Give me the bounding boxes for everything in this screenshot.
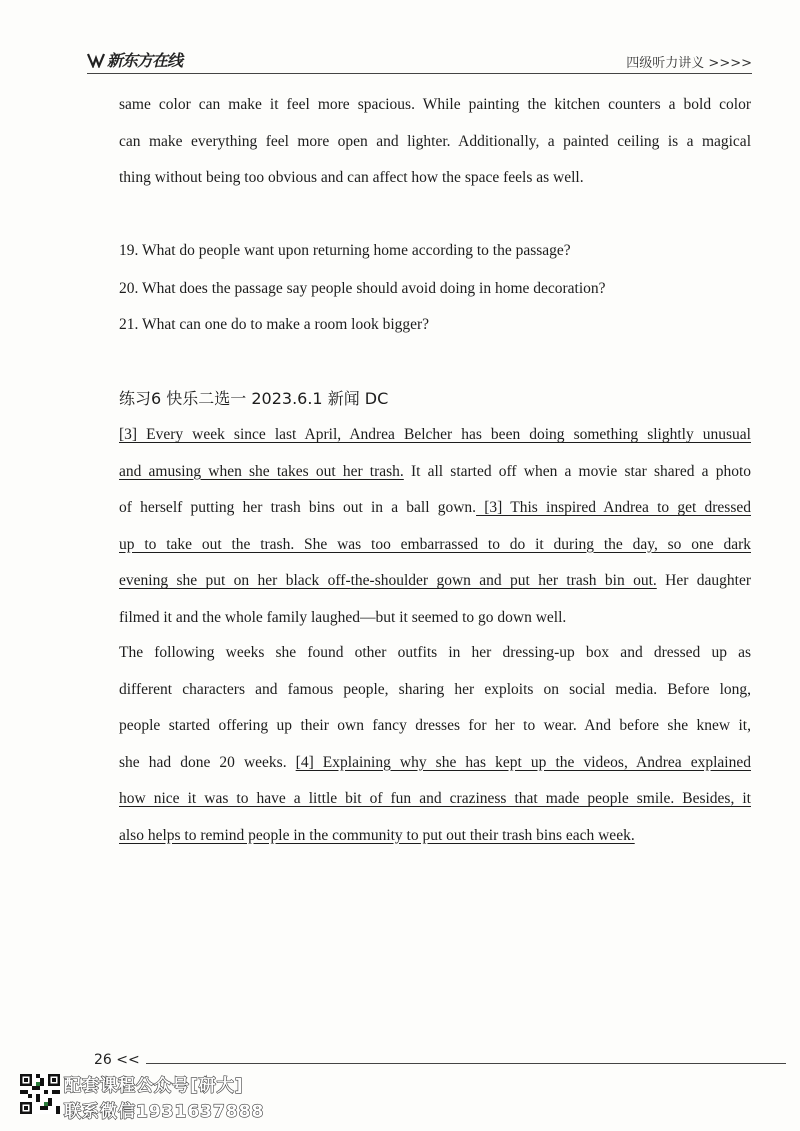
underlined-answer: [4] Explaining why she has kept up the videos, Andrea explained — [295, 753, 751, 771]
text-segment: she had done 20 weeks. — [119, 753, 296, 771]
logo — [87, 48, 182, 71]
header-title: 四级听力讲义 >>>> — [626, 56, 752, 71]
intro-paragraph — [119, 87, 751, 197]
header-divider — [87, 73, 752, 74]
text-line: filmed it and the whole family laughed—but it seemed to go down well. — [119, 608, 567, 626]
text-line: up to take out the trash. She was too embarrassed to do it during the day, so one dark — [119, 535, 751, 553]
section-title: 练习6 快乐二选一 2023.6.1 新闻 DC — [119, 389, 389, 408]
passage-paragraph-1 — [119, 417, 751, 636]
text-line: also helps to remind people in the community to put out their trash bins each week. — [119, 826, 635, 844]
footer-divider — [146, 1063, 786, 1064]
question-19: 19. What do people want upon returning home according to the passage? — [119, 242, 571, 259]
page-number: 26 << — [94, 1052, 140, 1068]
question-20: 20. What does the passage say people should avoid doing in home decoration? — [119, 280, 606, 297]
text-line: people started offering up their own fancy dresses for her to wear. And before she knew it, — [119, 717, 751, 734]
text-line: can make everything feel more open and lighter. Additionally, a painted ceiling is a magical — [119, 132, 751, 150]
underlined-answer: evening she put on her black off-the-shoulder gown and put her trash bin out. — [119, 572, 657, 589]
page-header — [87, 46, 752, 76]
text-line: thing without being too obvious and can affect how the space feels as well. — [119, 169, 584, 186]
passage-paragraph-2 — [119, 635, 751, 854]
qr-code-icon — [20, 1074, 60, 1114]
page-footer — [94, 1050, 786, 1070]
text-line: The following weeks she found other outfits in her dressing-up box and dressed up as — [119, 644, 751, 661]
text-segment: of herself putting her trash bins out in a ball gown. — [119, 499, 477, 516]
watermark-contact-line: 联系微信1931637888 — [64, 1102, 265, 1122]
logo-text: 新东方在线 — [107, 51, 183, 70]
text-line — [119, 745, 751, 782]
logo-mark-icon — [87, 52, 105, 68]
text-segment: Her daughter — [656, 572, 751, 589]
text-line — [119, 563, 751, 600]
underlined-answer: and amusing when she takes out her trash. — [119, 462, 404, 480]
text-line: [3] Every week since last April, Andrea Belcher has been doing something slightly unusual — [119, 426, 751, 443]
watermark-promo-line: 配套课程公众号[研大] — [64, 1076, 244, 1096]
text-line — [119, 454, 751, 491]
underlined-answer: [3] This inspired Andrea to get dressed — [476, 499, 751, 516]
text-line: same color can make it feel more spacious. While painting the kitchen counters a bold color — [119, 96, 751, 113]
text-line — [119, 490, 751, 527]
text-line: how nice it was to have a little bit of fun and craziness that made people smile. Besides, it — [119, 790, 751, 807]
text-segment: It all started off when a movie star shared a photo — [403, 462, 751, 480]
question-21: 21. What can one do to make a room look bigger? — [119, 316, 430, 333]
text-line: different characters and famous people, sharing her exploits on social media. Before long, — [119, 680, 751, 698]
